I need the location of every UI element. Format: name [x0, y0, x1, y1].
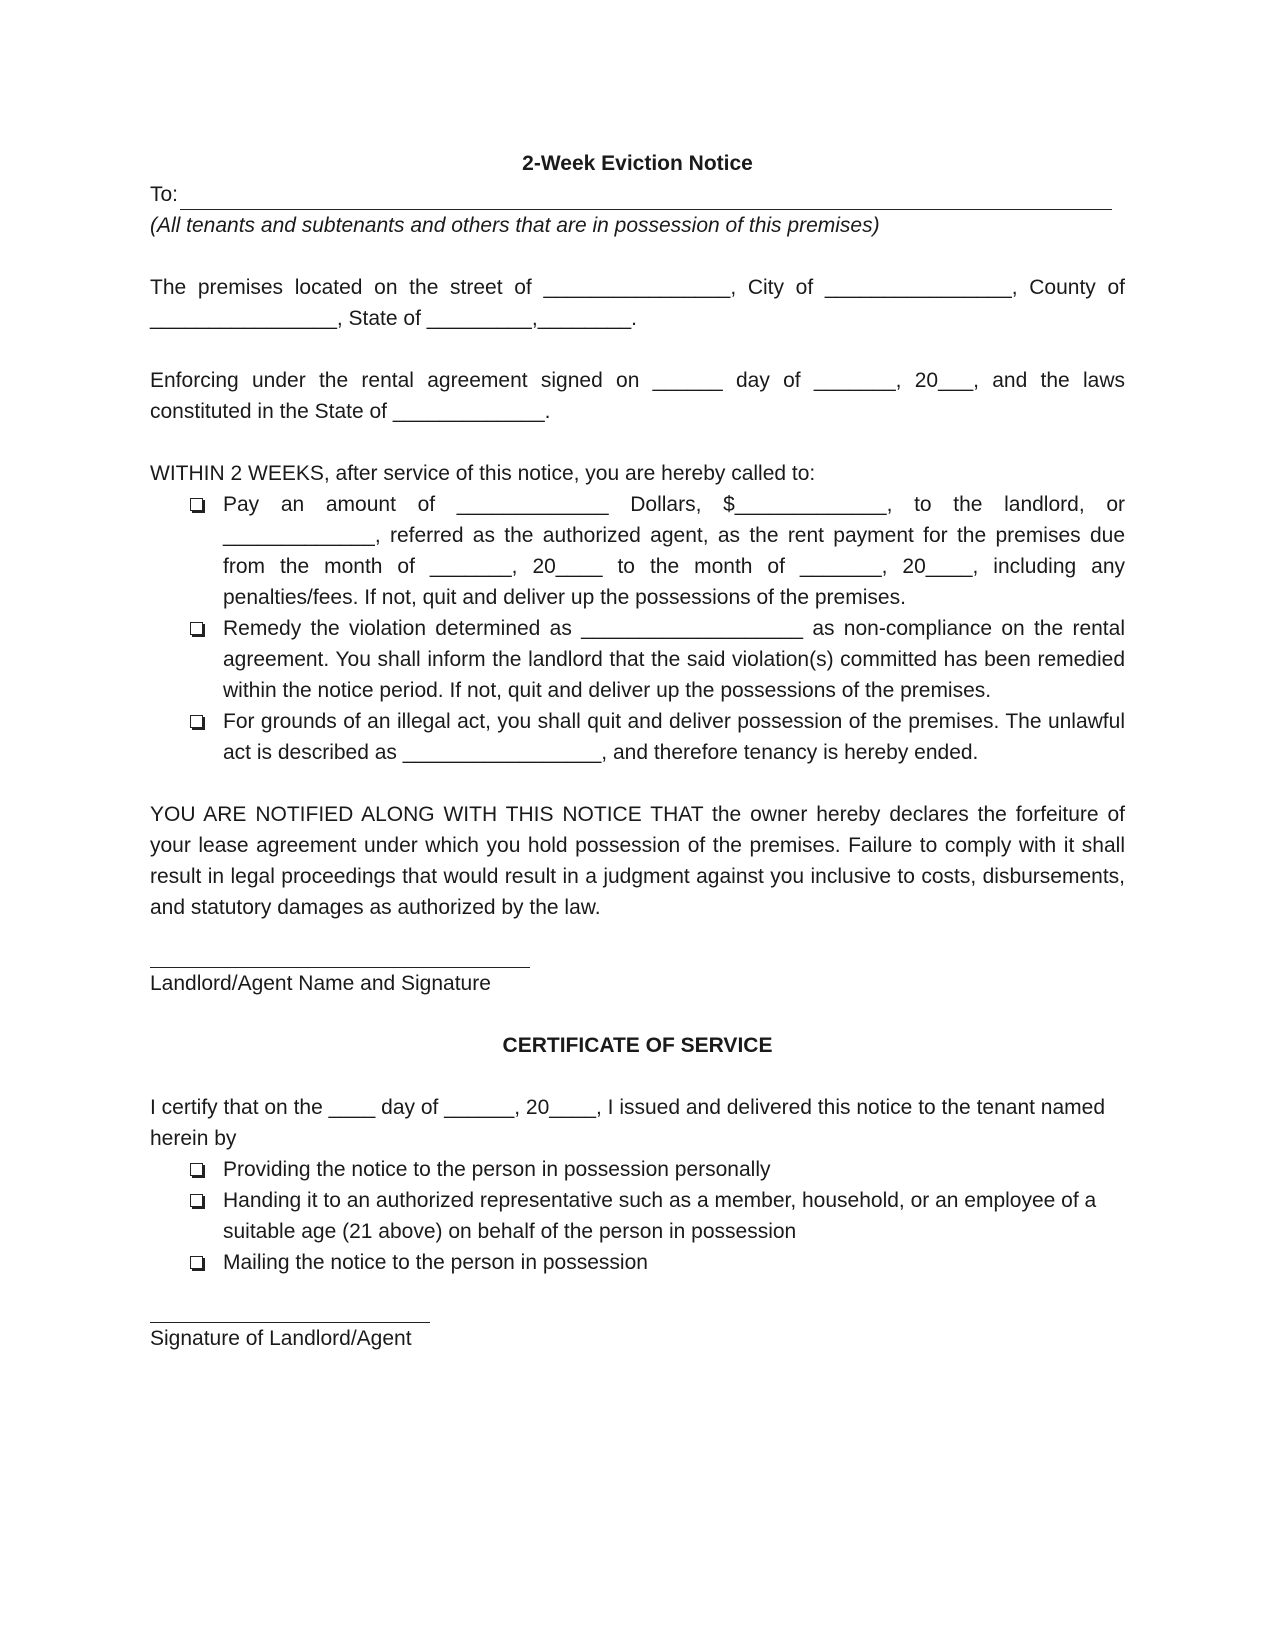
method-text: Handing it to an authorized representative such as a member, household, or an employee of a suitable age (21 above) on behalf of the person in possession: [223, 1189, 1097, 1243]
option-text: Remedy the violation determined as ___________________ as non-compliance on the rental agreement. You shall inform the landlord that the said violation(s) committed has been remedied within the notice period. If not, quit and deliver up the possessions of the premises.: [223, 617, 1125, 702]
option-illegal-act: [223, 706, 1125, 768]
option-text: For grounds of an illegal act, you shall quit and deliver possession of the premises. The unlawful act is described as _________________, and therefore tenancy is hereby ended.: [223, 710, 1125, 764]
method-representative: [223, 1185, 1125, 1247]
options-list: [150, 489, 1125, 768]
document-title: 2-Week Eviction Notice: [522, 152, 753, 175]
checkbox-icon[interactable]: [190, 1256, 203, 1269]
certificate-signature-label: Signature of Landlord/Agent: [150, 1327, 412, 1350]
option-text: Pay an amount of _____________ Dollars, $_____________, to the landlord, or _____________, referred as the authorized agent, as the rent payment for the premises due from the month of _______, 20____ to the month of _______, 20____, including any penalties/fees. If not, quit and deliver up the possessions of the premises.: [223, 493, 1125, 609]
certificate-title: CERTIFICATE OF SERVICE: [502, 1034, 773, 1057]
service-methods-list: [150, 1154, 1125, 1278]
to-note: (All tenants and subtenants and others that are in possession of this premises): [150, 214, 880, 237]
to-label: To:: [150, 183, 179, 206]
method-personal: [223, 1154, 1125, 1185]
method-mailing: [223, 1247, 1125, 1278]
certificate-intro: I certify that on the ____ day of ______, 20____, I issued and delivered this notice to the tenant named herein by: [150, 1096, 1105, 1150]
notified-paragraph: YOU ARE NOTIFIED ALONG WITH THIS NOTICE THAT the owner hereby declares the forfeiture of your lease agreement under which you hold possession of the premises. Failure to comply with it shall result in legal proceedings that would result in a judgment against you inclusive to costs, disbursements, and statutory damages as authorized by the law.: [150, 803, 1125, 919]
checkbox-icon[interactable]: [190, 715, 203, 728]
checkbox-icon[interactable]: [190, 1194, 203, 1207]
enforcing-paragraph: Enforcing under the rental agreement signed on ______ day of _______, 20___, and the laws constituted in the State of _____________.: [150, 369, 1125, 423]
to-line: [150, 179, 1125, 210]
landlord-signature-label: Landlord/Agent Name and Signature: [150, 972, 491, 995]
within-paragraph: WITHIN 2 WEEKS, after service of this notice, you are hereby called to:: [150, 462, 816, 485]
checkbox-icon[interactable]: [190, 622, 203, 635]
method-text: Providing the notice to the person in possession personally: [223, 1158, 771, 1181]
option-remedy-violation: [223, 613, 1125, 706]
checkbox-icon[interactable]: [190, 498, 203, 511]
premises-paragraph: The premises located on the street of ________________, City of ________________, County of ________________, State of _________,________.: [150, 276, 1125, 330]
checkbox-icon[interactable]: [190, 1163, 203, 1176]
to-blank[interactable]: [180, 187, 1112, 210]
method-text: Mailing the notice to the person in possession: [223, 1251, 648, 1274]
option-pay-rent: [223, 489, 1125, 613]
